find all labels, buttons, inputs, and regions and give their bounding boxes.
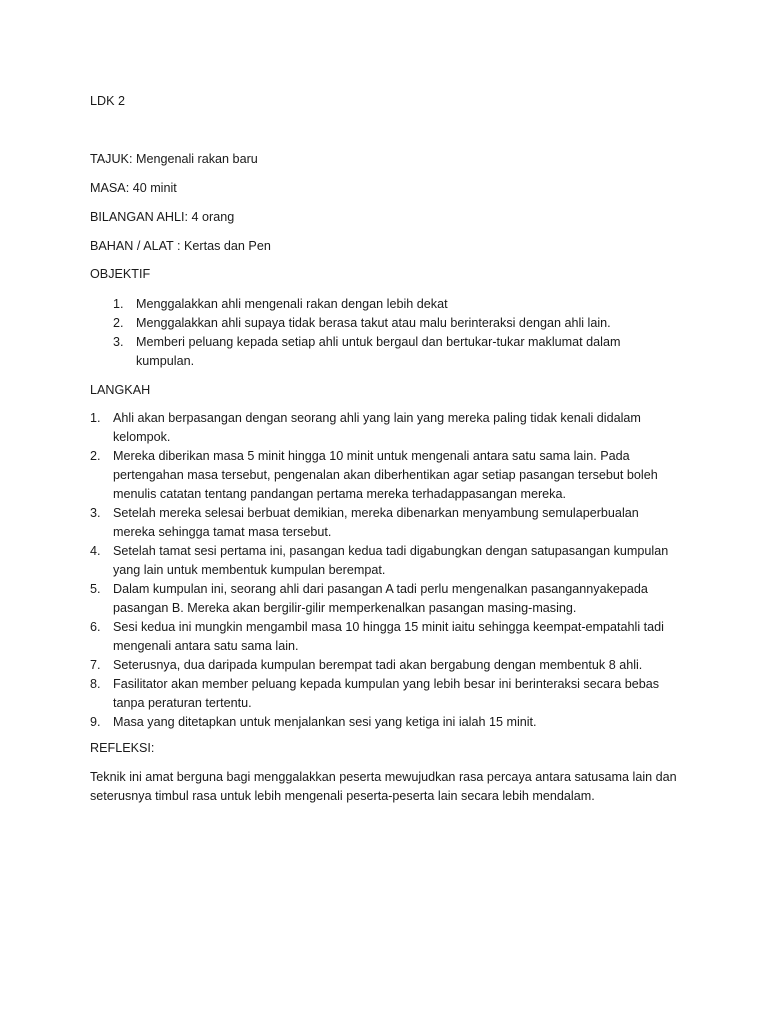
list-item: [90, 542, 674, 580]
item-number: 3.: [90, 506, 101, 520]
objectives-list: [113, 295, 653, 371]
list-item: [113, 295, 653, 314]
list-item: [90, 409, 674, 447]
item-text: Seterusnya, dua daripada kumpulan berempat tadi akan bergabung dengan membentuk 8 ahli.: [113, 658, 643, 672]
item-text: Sesi kedua ini mungkin mengambil masa 10 hingga 15 minit iaitu sehingga keempat-empatahli tadi mengenali antara satu sama lain.: [113, 620, 664, 653]
document-id: LDK 2: [90, 94, 126, 108]
item-number: 6.: [90, 620, 101, 634]
item-text: Fasilitator akan member peluang kepada kumpulan yang lebih besar ini berinteraksi secara bebas tanpa peraturan tertentu.: [113, 677, 660, 710]
reflection-heading: REFLEKSI:: [90, 741, 155, 755]
steps-heading: LANGKAH: [90, 383, 151, 397]
list-item: [113, 314, 653, 333]
item-text: Menggalakkan ahli mengenali rakan dengan lebih dekat: [136, 297, 448, 311]
list-item: [90, 504, 674, 542]
item-number: 5.: [90, 582, 101, 596]
list-item: [90, 675, 674, 713]
item-text: Menggalakkan ahli supaya tidak berasa takut atau malu berinteraksi dengan ahli lain.: [136, 316, 611, 330]
item-number: 1.: [113, 297, 124, 311]
item-text: Mereka diberikan masa 5 minit hingga 10 minit untuk mengenali antara satu sama lain. Pada pertengahan masa tersebut, pengenalan akan diberhentikan agar setiap pasangan tersebut boleh menulis catatan tentang pandangan pertama mereka terhadappasangan mereka.: [113, 449, 658, 501]
item-number: 2.: [90, 449, 101, 463]
list-item: [90, 447, 674, 504]
list-item: [90, 656, 674, 675]
list-item: [113, 333, 653, 371]
item-number: 4.: [90, 544, 101, 558]
item-text: Ahli akan berpasangan dengan seorang ahli yang lain yang mereka paling tidak kenali didalam kelompok.: [113, 411, 641, 444]
item-text: Masa yang ditetapkan untuk menjalankan sesi yang ketiga ini ialah 15 minit.: [113, 715, 537, 729]
item-number: 9.: [90, 715, 101, 729]
materials-line: BAHAN / ALAT : Kertas dan Pen: [90, 239, 271, 253]
members-line: BILANGAN AHLI: 4 orang: [90, 210, 235, 224]
steps-list: [90, 409, 674, 732]
item-number: 1.: [90, 411, 101, 425]
item-number: 8.: [90, 677, 101, 691]
list-item: [90, 618, 674, 656]
item-text: Setelah mereka selesai berbuat demikian, mereka dibenarkan menyambung semulaperbualan mereka sehingga tamat masa tersebut.: [113, 506, 639, 539]
objectives-heading: OBJEKTIF: [90, 267, 151, 281]
list-item: [90, 713, 674, 732]
topic-line: TAJUK: Mengenali rakan baru: [90, 152, 258, 166]
item-text: Memberi peluang kepada setiap ahli untuk bergaul dan bertukar-tukar maklumat dalam kumpulan.: [136, 335, 621, 368]
list-item: [90, 580, 674, 618]
reflection-paragraph: Teknik ini amat berguna bagi menggalakkan peserta mewujudkan rasa percaya antara satusama lain dan seterusnya timbul rasa untuk lebih mengenali peserta-peserta lain secara lebih mendalam.: [90, 770, 677, 803]
item-number: 3.: [113, 335, 124, 349]
item-text: Setelah tamat sesi pertama ini, pasangan kedua tadi digabungkan dengan satupasangan kumpulan yang lain untuk membentuk kumpulan berempat.: [113, 544, 669, 577]
item-number: 2.: [113, 316, 124, 330]
item-number: 7.: [90, 658, 101, 672]
item-text: Dalam kumpulan ini, seorang ahli dari pasangan A tadi perlu mengenalkan pasangannyakepada pasangan B. Mereka akan bergilir-gilir memperkenalkan pasangan masing-masing.: [113, 582, 648, 615]
duration-line: MASA: 40 minit: [90, 181, 177, 195]
